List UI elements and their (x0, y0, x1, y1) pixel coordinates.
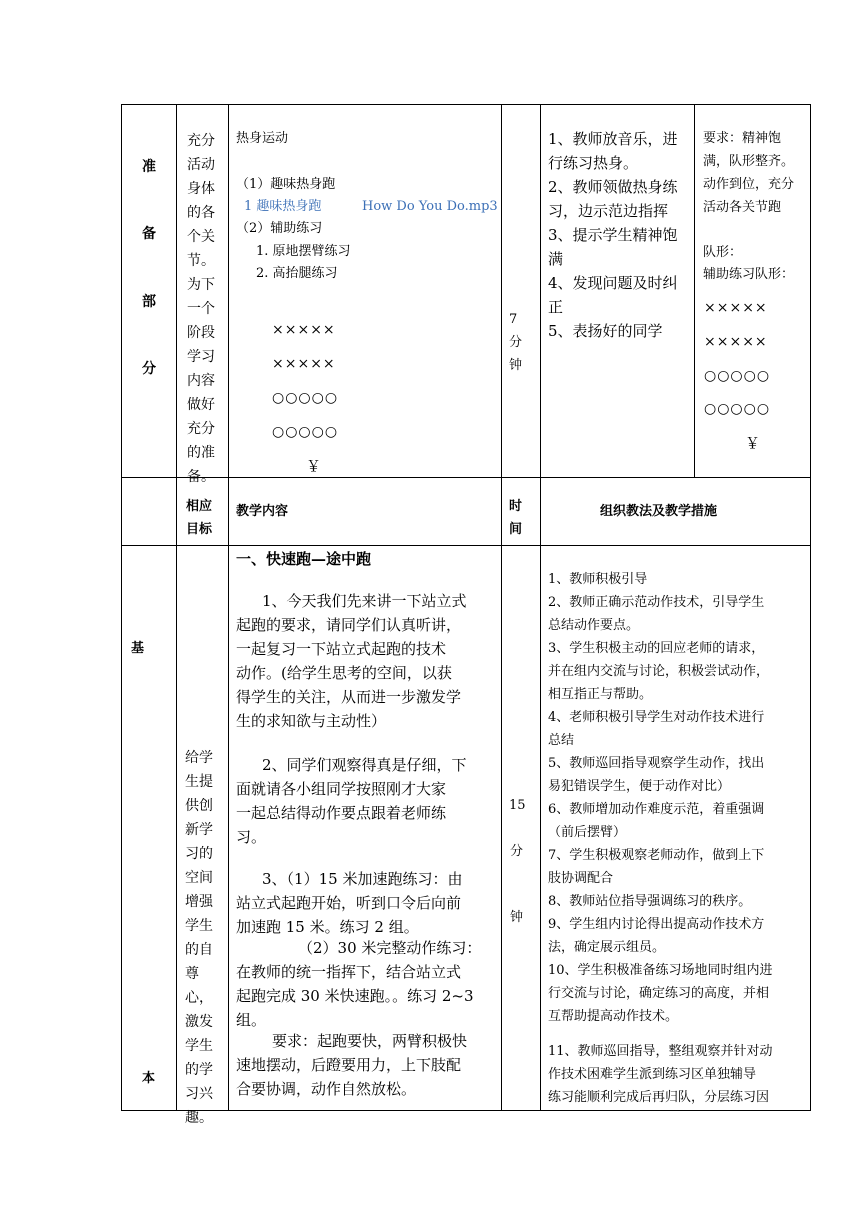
col-divider-content (228, 104, 229, 1111)
formation-label: 队形： (703, 245, 743, 260)
audio-link-warmup-run[interactable]: 1 趣味热身跑 (244, 199, 322, 214)
header-content: 教学内容 (236, 504, 289, 519)
table-border-top (121, 104, 811, 105)
formation-row-right: ××××× (704, 334, 768, 350)
teacher-marker-right: ￥ (745, 434, 761, 452)
section-label-char: 部 (142, 294, 156, 310)
warmup-item-2: （2）辅助练习 (236, 221, 323, 236)
teacher-marker: ￥ (306, 457, 322, 475)
main-para-5: 要求：起跑要快，两臂积极快 速地摆动，后蹬要用力，上下肢配 合要协调，动作自然放松。 (236, 1032, 468, 1098)
col-divider-requirement (694, 104, 695, 477)
warmup-sub-2: 2. 高抬腿练习 (256, 266, 338, 281)
table-border-right (810, 104, 811, 1111)
warmup-sub-1: 1. 原地摆臂练习 (256, 244, 351, 259)
formation-row: ××××× (272, 322, 336, 338)
prep-time: 7 分 钟 (509, 312, 523, 373)
formation-row-right: ○○○○○ (704, 368, 771, 384)
formation-row: ○○○○○ (272, 390, 339, 406)
main-time-unit: 钟 (510, 910, 524, 925)
prep-goal: 充分 活动 身体 的各 个关 节。 为下 一个 阶段 学习 内容 做好 充分 的准 备。 (187, 133, 215, 485)
main-goal: 给学 生提 供创 新学 习的 空间 增强 学生 的自 尊 心， 激发 学生 的学 习兴 趣。 (185, 750, 213, 1126)
header-time: 时 间 (509, 499, 523, 537)
table-border-bottom (121, 1110, 811, 1111)
col-divider-time (501, 104, 502, 1111)
row-divider-1 (121, 477, 811, 478)
prep-method: 1、教师放音乐，进 行练习热身。 2、教师领做热身练 习，边示范边指挥 3、提示学生精神饱 满 4、发现问题及时纠 正 5、表扬好的同学 (548, 130, 678, 340)
table-border-left (121, 104, 122, 1111)
main-para-2: 2、同学们观察得真是仔细，下 面就请各小组同学按照刚才大家 一起总结得动作要点跟着老师练 习。 (236, 756, 467, 846)
main-method-continued: 11、教师巡回指导，整组观察并针对动 作技术困难学生派到练习区单独辅导 练习能顺利完成后再归队，分层练习因 (548, 1044, 773, 1105)
row-divider-2 (121, 545, 811, 546)
header-method: 组织教法及教学措施 (600, 504, 718, 519)
main-content-title: 一、快速跑—途中跑 (236, 550, 372, 568)
col-divider-goal (176, 104, 177, 1111)
main-para-3: 3、（1）15 米加速跑练习：由 站立式起跑开始，听到口令后向前 加速跑 15 米。练习 2 组。 (236, 870, 463, 936)
warmup-item-1: （1）趣味热身跑 (236, 177, 336, 192)
section-label-char: 备 (142, 226, 156, 242)
section-label-char: 本 (142, 1071, 156, 1086)
warmup-title: 热身运动 (236, 131, 289, 146)
formation-row: ××××× (272, 356, 336, 372)
main-para-1: 1、今天我们先来讲一下站立式 起跑的要求，请同学们认真听讲， 一起复习一下站立式起跑的技术 动作。(给学生思考的空间，以获 得学生的关注，从而进一步激发学 生的求知欲与主动性） (236, 592, 467, 730)
formation-row-right: ○○○○○ (704, 401, 771, 417)
main-time-value: 15 (509, 798, 526, 813)
aux-formation-label: 辅助练习队形： (703, 267, 795, 282)
audio-link-mp3[interactable]: How Do You Do.mp3 (362, 199, 498, 214)
main-method: 1、教师积极引导 2、教师正确示范动作技术，引导学生 总结动作要点。 3、学生积极主动的回应老师的请求， 并在组内交流与讨论，积极尝试动作， 相互指正与帮助。 4、老师积极引导学生对动作技术进行 总结 5、教师巡回指导观察学生动作，找出 易犯错误学生，便于动作对比） 6、教师增加动作难度示范，着重强调 （前后摆臂） 7、学生积极观察老师动作，做到上下 肢协调配合 8、教师站位指导强调练习的秩序。 9、学生组内讨论得出提高动作技术方 法，确定展示组员。 10、学生积极准备练习场地同时组内进 行交流与讨论，确定练习的高度，并相 互帮助提高动作技术。 (548, 572, 773, 1024)
section-label-char: 基 (131, 641, 145, 656)
main-time-unit: 分 (510, 844, 524, 859)
prep-requirement: 要求：精神饱 满，队形整齐。 动作到位，充分 活动各关节跑 (703, 131, 795, 215)
main-para-4: （2）30 米完整动作练习： 在教师的统一指挥下，结合站立式 起跑完成 30 米快速跑。。练习 2~3 组。 (236, 939, 482, 1029)
col-divider-method (540, 104, 541, 1111)
section-label-char: 分 (142, 361, 156, 377)
header-goal: 相应 目标 (186, 499, 213, 537)
formation-row-right: ××××× (704, 300, 768, 316)
formation-row: ○○○○○ (272, 424, 339, 440)
section-label-char: 准 (142, 159, 156, 175)
